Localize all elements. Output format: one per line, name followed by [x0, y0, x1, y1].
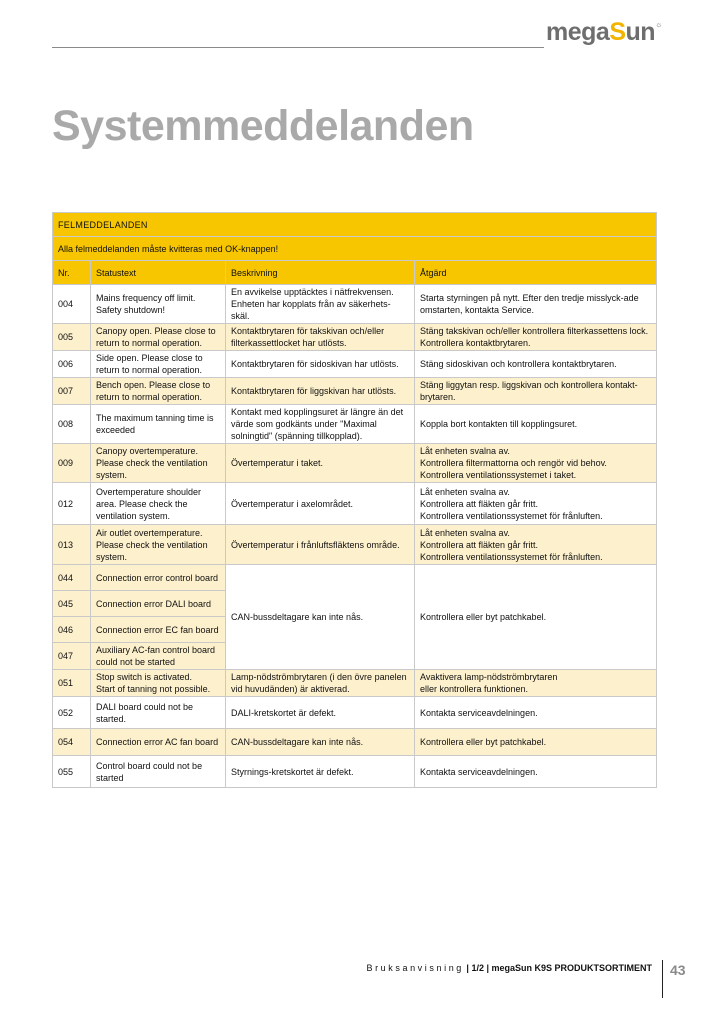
table-row — [53, 697, 657, 729]
row-description: Övertemperatur i frånluftsfläktens område. — [226, 525, 415, 565]
header-rule — [52, 47, 544, 48]
table-title: FELMEDDELANDEN — [53, 213, 657, 237]
merged-action: Kontrollera eller byt patchkabel. — [415, 565, 657, 670]
row-status: Connection error DALI board — [91, 591, 226, 617]
row-nr: 007 — [53, 378, 91, 405]
row-nr: 051 — [53, 670, 91, 697]
row-status: Overtemperature shoulder area. Please check the ventilation system. — [91, 483, 226, 525]
row-action: Koppla bort kontakten till kopplingsuret. — [415, 405, 657, 444]
footer-manual: Bruksanvisning — [366, 963, 464, 973]
row-action: Stäng takskivan och/eller kontrollera filterkassettens lock. Kontrollera kontaktbrytaren. — [415, 324, 657, 351]
row-description: Övertemperatur i taket. — [226, 444, 415, 483]
column-header-action: Åtgärd — [415, 261, 657, 285]
row-status: Canopy overtemperature. Please check the ventilation system. — [91, 444, 226, 483]
row-nr: 012 — [53, 483, 91, 525]
row-status: The maximum tanning time is exceeded — [91, 405, 226, 444]
row-status: Side open. Please close to return to normal operation. — [91, 351, 226, 378]
column-header-nr: Nr. — [53, 261, 91, 285]
table-row — [53, 483, 657, 525]
footer-version: 1/2 — [471, 963, 484, 973]
row-status: DALI board could not be started. — [91, 697, 226, 729]
row-action: Låt enheten svalna av. Kontrollera att fläkten går fritt. Kontrollera ventilationssystemet för frånluften. — [415, 483, 657, 525]
page-title: Systemmeddelanden — [52, 102, 474, 150]
row-description: En avvikelse upptäcktes i nätfrekvensen. Enheten har kopplats från av säkerhets-skäl. — [226, 285, 415, 324]
row-status: Connection error EC fan board — [91, 617, 226, 643]
row-action: Kontakta serviceavdelningen. — [415, 697, 657, 729]
row-nr: 004 — [53, 285, 91, 324]
megasun-logo — [546, 18, 662, 47]
row-description: Styrnings-kretskortet är defekt. — [226, 756, 415, 788]
logo-s: S — [609, 18, 626, 46]
table-row — [53, 565, 657, 591]
row-description: CAN-bussdeltagare kan inte nås. — [226, 729, 415, 756]
table-row — [53, 756, 657, 788]
table-row — [53, 378, 657, 405]
row-nr: 044 — [53, 565, 91, 591]
table-row — [53, 324, 657, 351]
table-subtitle-row — [53, 237, 657, 261]
row-nr: 052 — [53, 697, 91, 729]
row-nr: 008 — [53, 405, 91, 444]
row-nr: 046 — [53, 617, 91, 643]
row-action: Kontrollera eller byt patchkabel. — [415, 729, 657, 756]
table-row — [53, 670, 657, 697]
table-row — [53, 444, 657, 483]
logo-suffix: un — [625, 18, 656, 46]
table-row — [53, 405, 657, 444]
row-action: Starta styrningen på nytt. Efter den tredje misslyck-ade omstarten, kontakta Service. — [415, 285, 657, 324]
logo-prefix: mega — [546, 18, 610, 46]
logo-sun-mark: ☼ — [655, 20, 662, 29]
table-subtitle: Alla felmeddelanden måste kvitteras med OK-knappen! — [53, 237, 657, 261]
row-status: Mains frequency off limit. Safety shutdown! — [91, 285, 226, 324]
row-nr: 055 — [53, 756, 91, 788]
error-messages-table — [52, 212, 657, 788]
row-nr: 006 — [53, 351, 91, 378]
row-status: Connection error AC fan board — [91, 729, 226, 756]
table-row — [53, 729, 657, 756]
row-status: Connection error control board — [91, 565, 226, 591]
column-header-row — [53, 261, 657, 285]
row-status: Auxiliary AC-fan control board could not be started — [91, 643, 226, 670]
row-description: Lamp-nödströmbrytaren (i den övre panelen vid huvudänden) är aktiverad. — [226, 670, 415, 697]
row-description: Kontaktbrytaren för liggskivan har utlösts. — [226, 378, 415, 405]
row-nr: 054 — [53, 729, 91, 756]
page-number: 43 — [670, 962, 686, 978]
column-header-status: Statustext — [91, 261, 226, 285]
row-description: DALI-kretskortet är defekt. — [226, 697, 415, 729]
row-status: Air outlet overtemperature. Please check the ventilation system. — [91, 525, 226, 565]
table-row — [53, 285, 657, 324]
footer-separator: | — [463, 963, 472, 973]
table-row — [53, 525, 657, 565]
row-nr: 005 — [53, 324, 91, 351]
row-action: Stäng sidoskivan och kontrollera kontaktbrytaren. — [415, 351, 657, 378]
row-status: Canopy open. Please close to return to normal operation. — [91, 324, 226, 351]
row-nr: 013 — [53, 525, 91, 565]
row-action: Kontakta serviceavdelningen. — [415, 756, 657, 788]
merged-description: CAN-bussdeltagare kan inte nås. — [226, 565, 415, 670]
row-action: Stäng liggytan resp. liggskivan och kontrollera kontakt-brytaren. — [415, 378, 657, 405]
row-nr: 047 — [53, 643, 91, 670]
table-row — [53, 351, 657, 378]
table-title-row — [53, 213, 657, 237]
row-nr: 009 — [53, 444, 91, 483]
column-header-description: Beskrivning — [226, 261, 415, 285]
row-action: Låt enheten svalna av. Kontrollera att fläkten går fritt. Kontrollera ventilationssystemet för frånluften. — [415, 525, 657, 565]
row-status: Stop switch is activated. Start of tanning not possible. — [91, 670, 226, 697]
row-description: Kontaktbrytaren för takskivan och/eller filterkassettlocket har utlösts. — [226, 324, 415, 351]
footer-product: megaSun K9S PRODUKTSORTIMENT — [491, 963, 652, 973]
row-description: Kontaktbrytaren för sidoskivan har utlösts. — [226, 351, 415, 378]
row-description: Övertemperatur i axelområdet. — [226, 483, 415, 525]
row-action: Avaktivera lamp-nödströmbrytaren eller kontrollera funktionen. — [415, 670, 657, 697]
row-nr: 045 — [53, 591, 91, 617]
row-description: Kontakt med kopplingsuret är längre än det värde som godkänts under "Maximal solningtid" (spänning tillkopplad). — [226, 405, 415, 444]
footer — [366, 963, 652, 973]
footer-separator: | — [483, 963, 492, 973]
row-action: Låt enheten svalna av. Kontrollera filtermattorna och rengör vid behov. Kontrollera ventilationssystemet i taket. — [415, 444, 657, 483]
row-status: Bench open. Please close to return to normal operation. — [91, 378, 226, 405]
row-status: Control board could not be started — [91, 756, 226, 788]
footer-divider — [662, 960, 663, 998]
